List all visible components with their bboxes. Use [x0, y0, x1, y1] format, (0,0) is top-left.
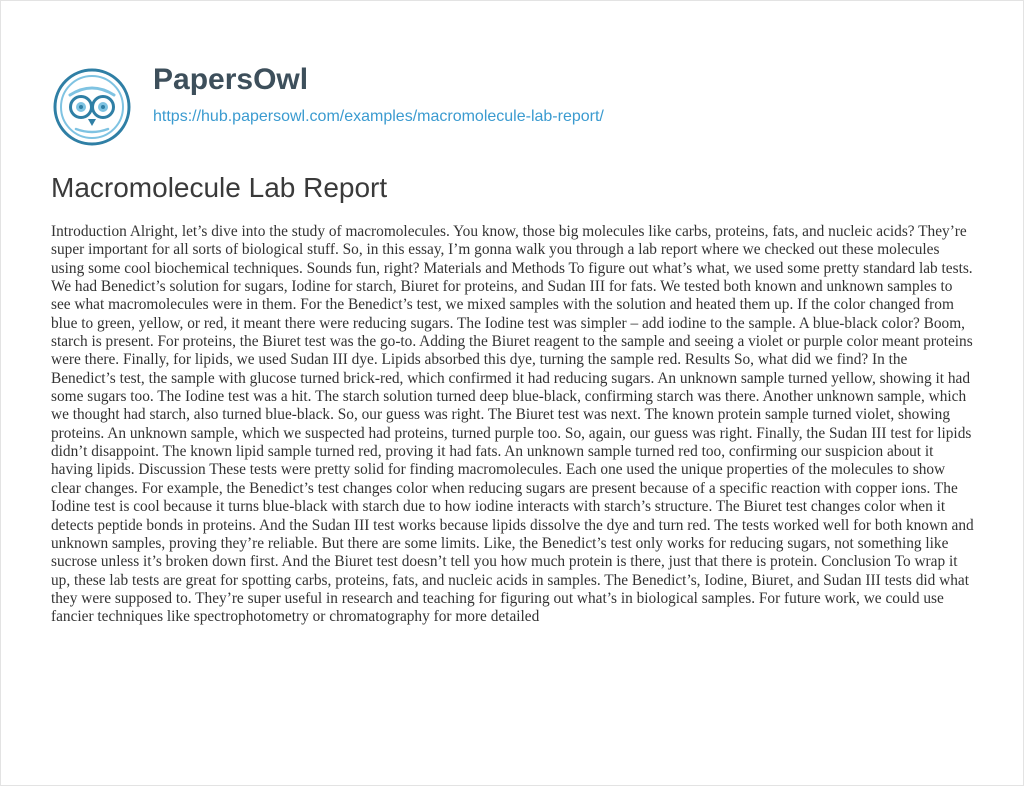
essay-body-text: Introduction Alright, let’s dive into the study of macromolecules. You know, those big molecules like carbs, proteins, fats, and nucleic acids? They’re super important for all sorts of biological stuff. So, in this essay, I’m gonna walk you through a lab report where we checked out these molecules using some cool biochemical techniques. Sounds fun, right? Materials and Methods To figure out what’s what, we used some pretty standard lab tests. We had Benedict’s solution for sugars, Iodine for starch, Biuret for proteins, and Sudan III for fats. We tested both known and unknown samples to see what macromolecules were in them. For the Benedict’s test, we mixed samples with the solution and heated them up. If the color changed from blue to green, yellow, or red, it meant there were reducing sugars. The Iodine test was simpler – add iodine to the sample. A blue-black color? Boom, starch is present. For proteins, the Biuret test was the go-to. Adding the Biuret reagent to the sample and seeing a violet or purple color meant proteins were there. Finally, for lipids, we used Sudan III dye. Lipids absorbed this dye, turning the sample red. Results So, what did we find? In the Benedict’s test, the sample with glucose turned brick-red, which confirmed it had reducing sugars. An unknown sample turned yellow, showing it had some sugars too. The Iodine test was a hit. The starch solution turned deep blue-black, confirming starch was there. Another unknown sample, which we thought had starch, also turned blue-black. So, our guess was right. The Biuret test was next. The known protein sample turned violet, showing proteins. An unknown sample, which we suspected had proteins, turned purple too. So, again, our guess was right. Finally, the Sudan III test for lipids didn’t disappoint. The known lipid sample turned red, proving it had fats. An unknown sample turned red too, confirming our suspicion about it having lipids. Discussion These tests were pretty solid for finding macromolecules. Each one used the unique properties of the molecules to show clear changes. For example, the Benedict’s test changes color when reducing sugars are present because of a specific reaction with copper ions. The Iodine test is cool because it turns blue-black with starch due to how iodine interacts with starch’s structure. The Biuret test changes color when it detects peptide bonds in proteins. And the Sudan III test works because lipids dissolve the dye and turn red. The tests worked well for both known and unknown samples, proving they’re reliable. But there are some limits. Like, the Benedict’s test only works for reducing sugars, not something like sucrose unless it’s broken down first. And the Biuret test doesn’t tell you how much protein is there, just that there is protein. Conclusion To wrap it up, these lab tests are great for spotting carbs, proteins, fats, and nucleic acids in samples. The Benedict’s, Iodine, Biuret, and Sudan III tests did what they were supposed to. They’re super useful in research and teaching for figuring out what’s in biological samples. For future work, we could use fancier techniques like spectrophotometry or chromatography for more detailed	[51, 223, 974, 626]
page-title: Macromolecule Lab Report	[51, 172, 388, 203]
owl-face-icon	[52, 67, 132, 147]
source-url-link[interactable]: https://hub.papersowl.com/examples/macromolecule-lab-report/	[153, 108, 604, 125]
brand-name: PapersOwl	[153, 63, 309, 96]
